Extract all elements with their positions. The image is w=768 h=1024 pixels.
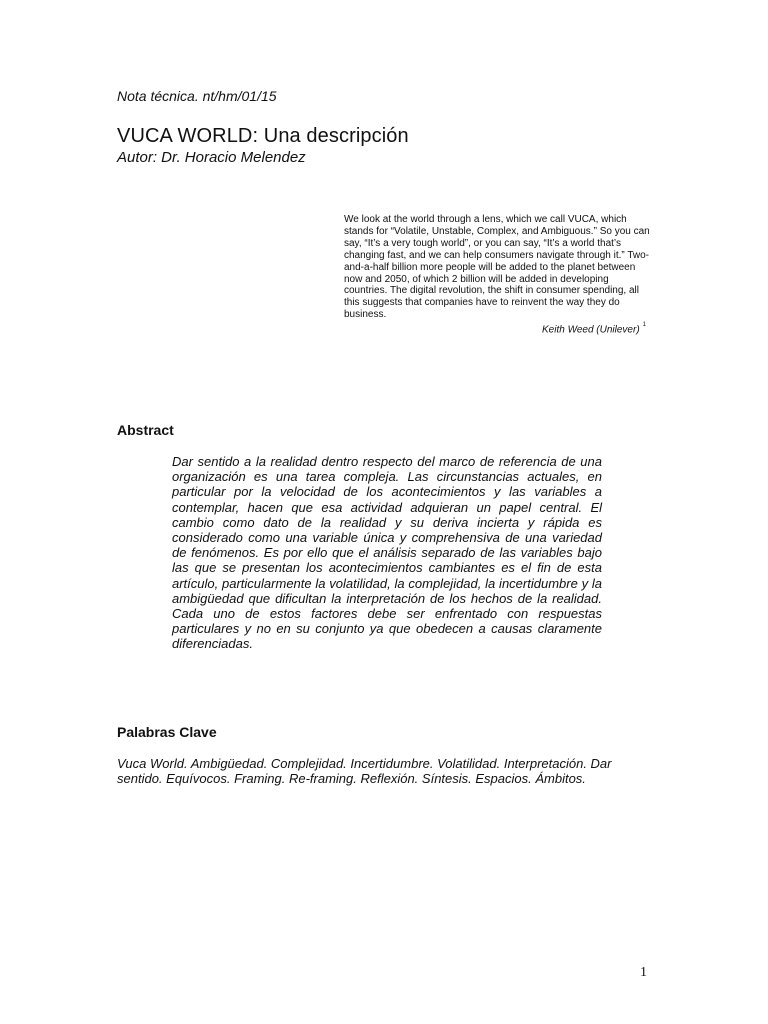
abstract-heading: Abstract: [117, 422, 174, 438]
keywords-heading: Palabras Clave: [117, 724, 217, 740]
epigraph-attribution-line: [344, 324, 650, 335]
document-author: Autor: Dr. Horacio Melendez: [117, 149, 306, 166]
document-title: VUCA WORLD: Una descripción: [117, 125, 409, 147]
page-number: 1: [640, 965, 647, 980]
epigraph-text: We look at the world through a lens, which we call VUCA, which stands for “Volatile, Unstable, Complex, and Ambiguous.” So you can say, “It’s a very tough world”, or you can say, “It’s a world that’s changing fast, and we can help consumers navigate through it.” Two-and-a-half billion more people will be added to the planet between now and 2050, of which 2 billion will be added in developing countries. The digital revolution, the shift in consumer spending, all this suggests that companies have to reinvent the way they do business.: [344, 214, 650, 321]
abstract-text: Dar sentido a la realidad dentro respecto del marco de referencia de una organización es una tarea compleja. Las circunstancias actuales, en particular por la velocidad de los acontecimientos y las variables a contemplar, hacen que esa actividad adquieran un papel central. El cambio como dato de la realidad y su deriva incierta y rápida es considerado como una variable única y comprehensiva de una variedad de fenómenos. Es por ello que el análisis separado de las variables bajo las que se presentan los acontecimientos cambiantes es el fin de esta artículo, particularmente la volatilidad, la complejidad, la incertidumbre y la ambigüedad que dificultan la interpretación de los hechos de la realidad. Cada uno de estos factores debe ser enfrentado con respuestas particulares y no en su conjunto ya que obedecen a causas claramente diferenciadas.: [172, 454, 602, 652]
keywords-text: Vuca World. Ambigüedad. Complejidad. Incertidumbre. Volatilidad. Interpretación. Dar sentido. Equívocos. Framing. Re-framing. Reflexión. Síntesis. Espacios. Ámbitos.: [117, 756, 612, 786]
epigraph-quote: [344, 214, 650, 335]
footnote-marker: 1: [642, 322, 646, 329]
epigraph-attribution: Keith Weed (Unilever): [542, 324, 640, 336]
technical-note-reference: Nota técnica. nt/hm/01/15: [117, 88, 277, 104]
